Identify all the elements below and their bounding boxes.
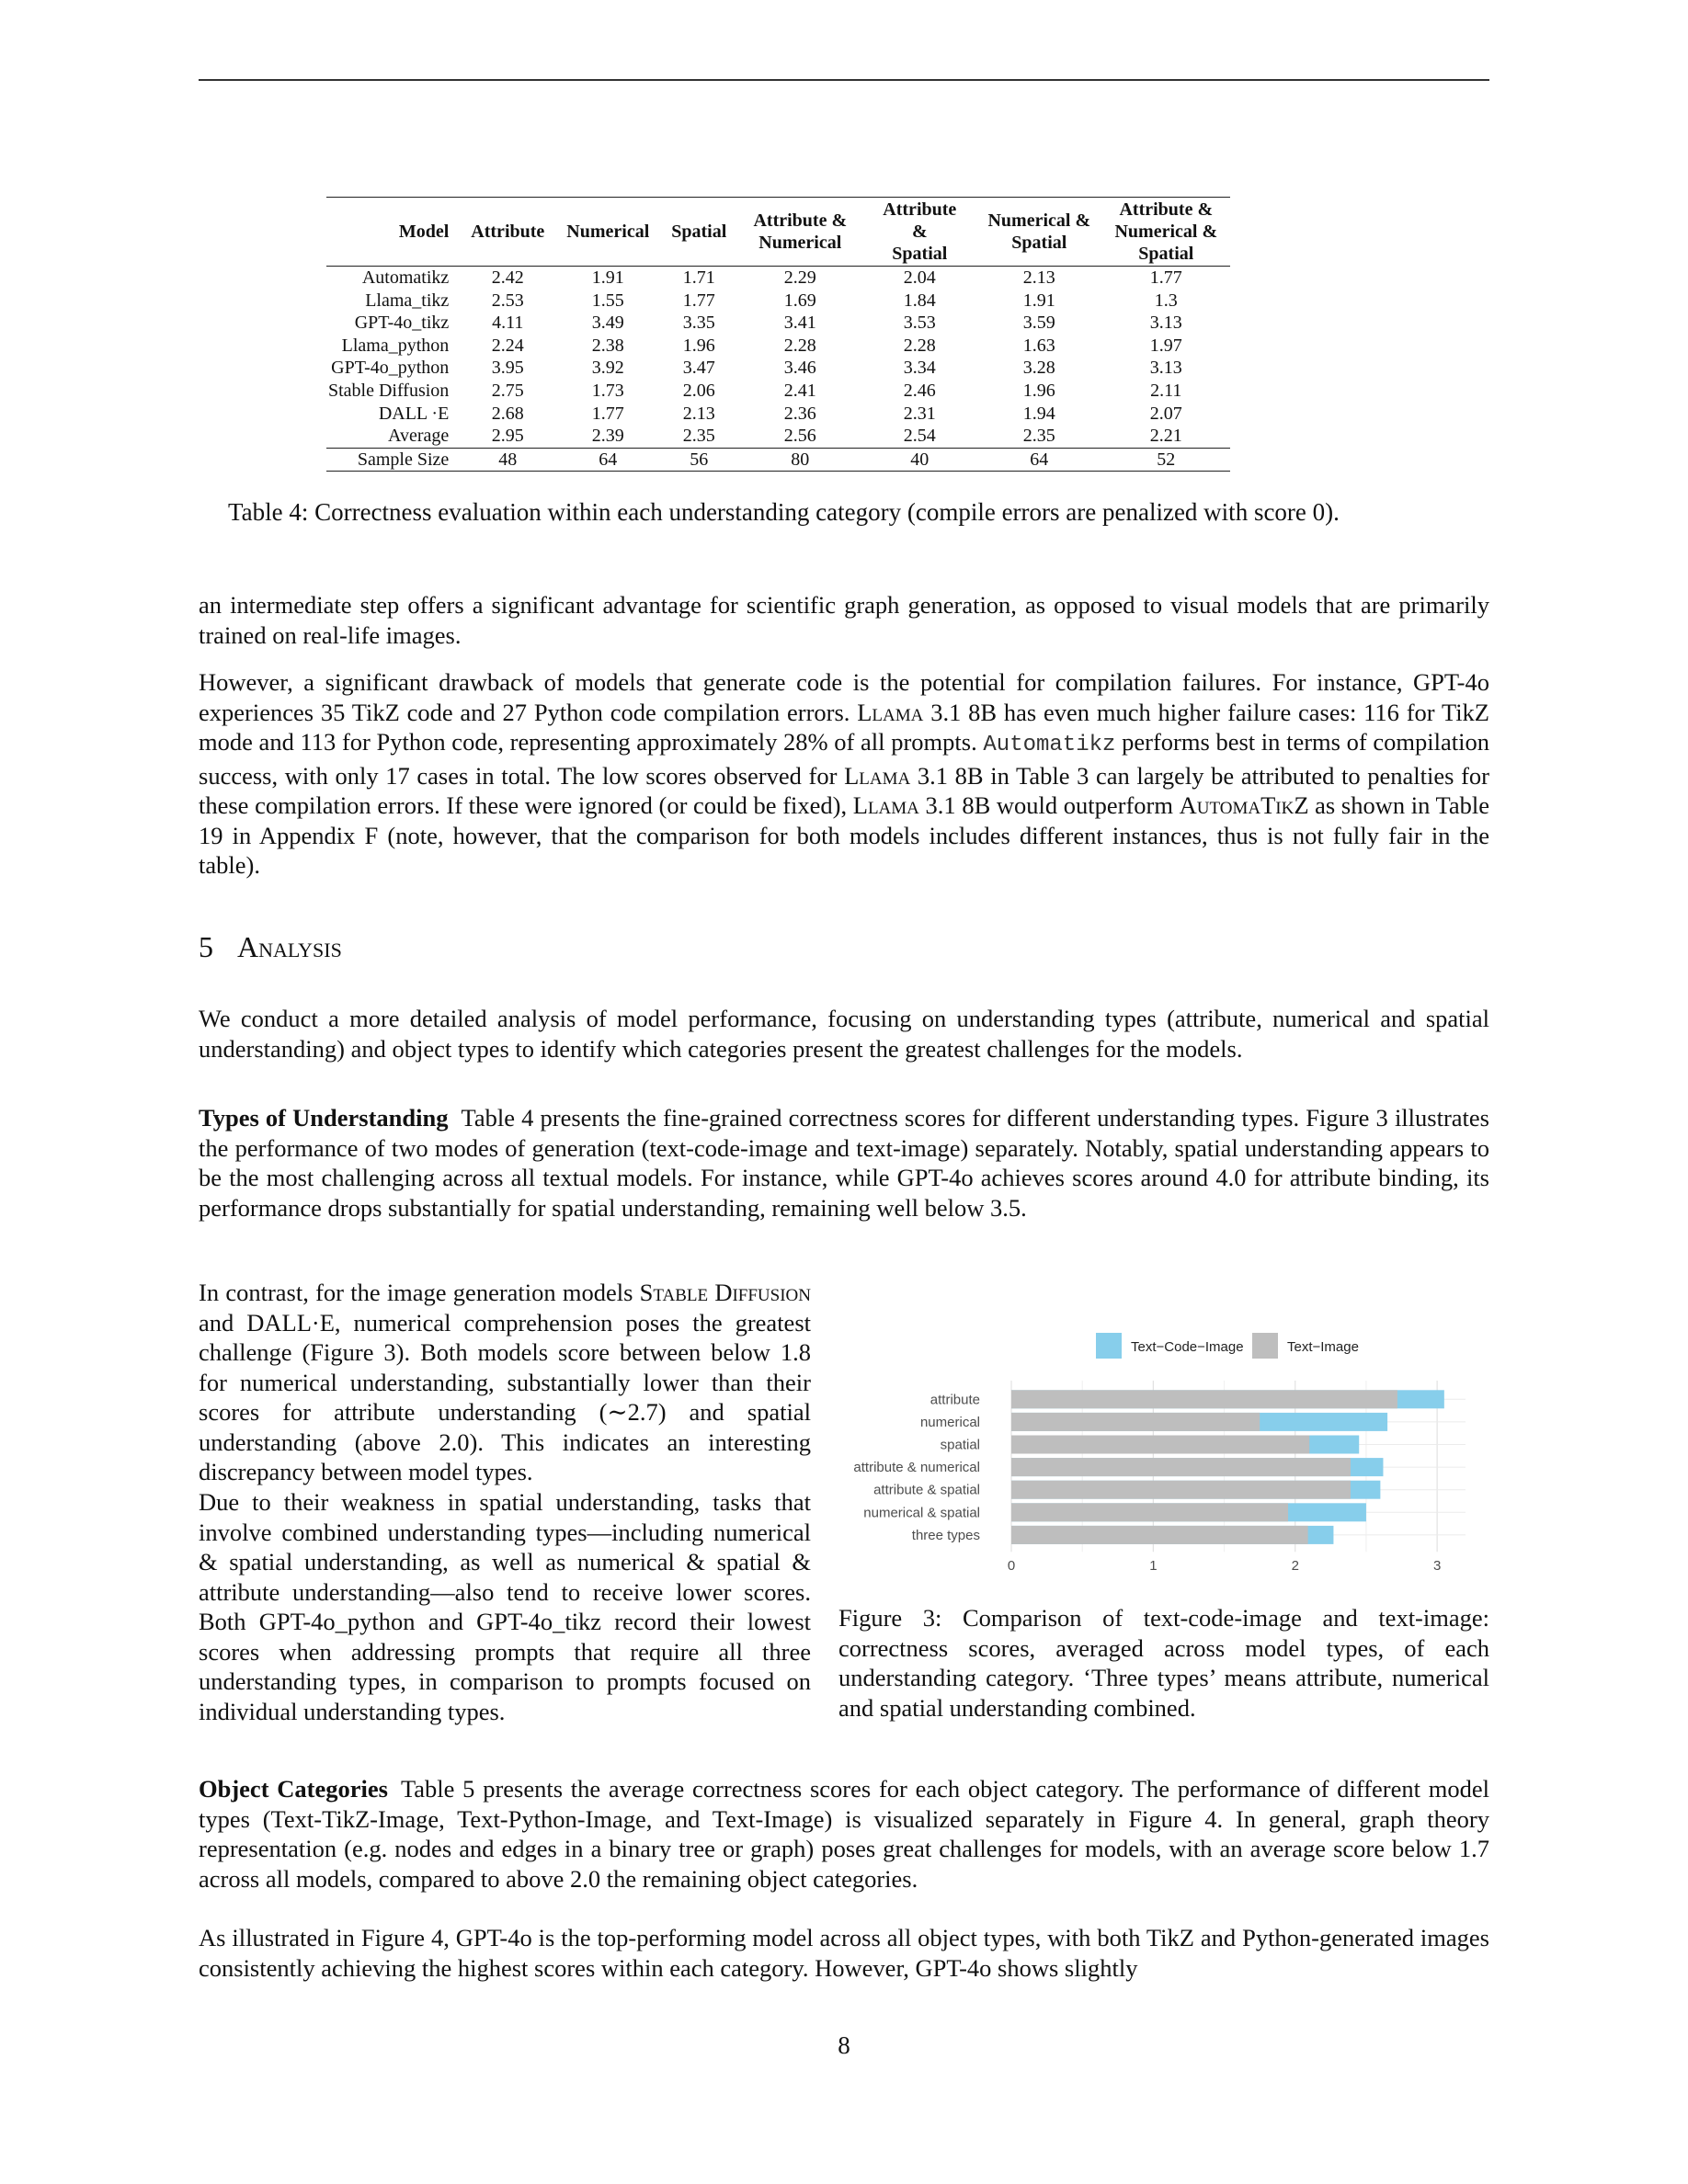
score-cell: 2.21 <box>1149 426 1182 447</box>
header-line: Numerical & <box>1114 222 1218 242</box>
score-cell: 3.46 <box>783 358 816 379</box>
paragraph-image-models <box>199 1278 811 1487</box>
model-name-llama: Llama <box>852 791 919 819</box>
score-cell: 3.92 <box>591 358 624 379</box>
score-cell: 1.63 <box>1022 335 1055 356</box>
score-cell: 1.77 <box>1149 267 1182 288</box>
score-cell: 1.94 <box>1022 403 1055 424</box>
legend-swatch <box>1252 1333 1278 1359</box>
category-label: spatial <box>940 1437 980 1453</box>
header-line: Spatial <box>1138 244 1194 264</box>
score-cell: 3.47 <box>682 358 715 379</box>
col-header <box>862 198 976 267</box>
paragraph-analysis-intro: We conduct a more detailed analysis of model performance, focusing on understanding types (attribute, numerical and spatial understanding) and object types to identify which categories present the greatest challenges for the models. <box>199 1005 1489 1063</box>
score-cell: 2.42 <box>491 267 524 288</box>
score-cell: 64 <box>1030 449 1049 470</box>
model-name-cell: Stable Diffusion <box>328 380 450 401</box>
model-name-llama: Llama <box>844 761 911 790</box>
score-cell: 1.84 <box>903 290 936 311</box>
score-cell: 2.07 <box>1149 403 1182 424</box>
paragraph-object-categories <box>199 1774 1489 1894</box>
table-row <box>326 403 1230 426</box>
text-span: as shown in Table 19 in Appendix F (note, however, that the comparison for both models includes different instances, thus is not fully fair in the table). <box>199 791 1489 879</box>
score-cell: 2.39 <box>591 426 624 447</box>
category-label: numerical <box>919 1414 980 1430</box>
score-cell: 1.77 <box>682 290 715 311</box>
score-cell: 3.53 <box>903 313 936 334</box>
bar-text-image <box>1011 1458 1351 1476</box>
header-line: Attribute & <box>883 199 957 242</box>
score-cell: 3.35 <box>682 313 715 334</box>
section-number: 5 <box>199 930 213 963</box>
text-span: Table 5 presents the average correctness scores for each object category. The performance of different model types (Text-TikZ-Image, Text-Python-Image, and Text-Image) is visualized separately in Figure 4. In general, graph theory representation (e.g. nodes and edges in a binary tree or graph) poses great challenges for models, with an average score below 1.7 across all models, compared to above 2.0 the remaining object categories. <box>199 1775 1489 1893</box>
score-cell: 2.28 <box>903 335 936 356</box>
figure-3-caption: Figure 3: Comparison of text-code-image and text-image: correctness scores, averaged across model types, of each understanding category. ‘Three types’ means attribute, numerical and spatial understanding combined. <box>838 1604 1489 1722</box>
text-span: In contrast, for the image generation models <box>199 1279 640 1306</box>
score-cell: 2.31 <box>903 403 936 424</box>
score-cell: 1.3 <box>1154 290 1178 311</box>
bar-text-image <box>1011 1526 1308 1544</box>
col-header: Model <box>398 222 450 242</box>
paragraph-combined-types: Due to their weakness in spatial understanding, tasks that involve combined understanding types—including numerical & spatial understanding, as well as numerical & spatial & attribute understanding—also tend to receive lower scores. Both GPT-4o_python and GPT-4o_tikz record their lowest scores when addressing prompts that require all three understanding types, in comparison to prompts focused on individual understanding types. <box>199 1488 811 1725</box>
score-cell: 2.38 <box>591 335 624 356</box>
header-line: Numerical <box>758 233 842 253</box>
text-span: 3.1 8B in Table 3 can largely be attributed to penalties for these compilation errors. If these were ignored (or could be fixed), <box>199 761 1489 819</box>
table-row <box>326 312 1230 335</box>
col-header <box>976 198 1101 267</box>
score-cell: 3.41 <box>783 313 816 334</box>
text-span: However, a significant drawback of models that generate code is the potential for compilation failures. For instance, GPT-4o experiences 35 TikZ code and 27 Python code compilation errors. <box>199 668 1489 726</box>
score-cell: 1.91 <box>1022 290 1055 311</box>
model-name-cell: Llama_tikz <box>365 290 450 311</box>
score-cell: 2.68 <box>491 403 524 424</box>
score-cell: 2.75 <box>491 380 524 401</box>
text-span: performs best in terms of compilation success, with only 17 cases in total. The low scores observed for <box>199 728 1490 790</box>
table-row <box>326 267 1230 290</box>
score-cell: 1.73 <box>591 380 624 401</box>
paragraph-heading: Types of Understanding <box>199 1104 449 1132</box>
score-cell: 2.11 <box>1150 380 1182 401</box>
table-4 <box>326 197 1230 472</box>
paragraph-compilation <box>199 667 1489 881</box>
score-cell: 2.35 <box>1022 426 1055 447</box>
score-cell: 2.41 <box>783 380 816 401</box>
model-name-llama: Llama <box>857 698 924 726</box>
score-cell: 1.77 <box>591 403 624 424</box>
score-cell: 2.04 <box>903 267 936 288</box>
category-label: attribute <box>930 1392 980 1408</box>
sample-size-row <box>326 448 1230 472</box>
score-cell: 2.29 <box>783 267 816 288</box>
score-cell: 2.35 <box>682 426 715 447</box>
model-name-cell: Sample Size <box>357 449 450 470</box>
legend-label: Text−Code−Image <box>1131 1339 1244 1355</box>
category-label: numerical & spatial <box>863 1505 980 1521</box>
score-cell: 2.28 <box>783 335 816 356</box>
score-cell: 3.28 <box>1022 358 1055 379</box>
score-cell: 2.56 <box>783 426 816 447</box>
header-line: Spatial <box>1011 233 1067 253</box>
col-header: Numerical <box>566 222 650 242</box>
legend-swatch <box>1096 1333 1122 1359</box>
col-header: Spatial <box>671 222 727 242</box>
category-label: three types <box>911 1527 980 1543</box>
score-cell: 2.13 <box>682 403 715 424</box>
x-tick-label: 1 <box>1149 1558 1158 1575</box>
col-header: Attribute <box>471 222 545 242</box>
score-cell: 1.91 <box>591 267 624 288</box>
score-cell: 2.95 <box>491 426 524 447</box>
paragraph-heading: Object Categories <box>199 1775 388 1803</box>
score-cell: 2.53 <box>491 290 524 311</box>
score-cell: 64 <box>599 449 618 470</box>
score-cell: 48 <box>498 449 518 470</box>
bar-text-image <box>1011 1436 1309 1454</box>
paragraph-intro: an intermediate step offers a significant advantage for scientific graph generation, as opposed to visual models that are primarily trained on real-life images. <box>199 591 1489 649</box>
x-tick-label: 3 <box>1432 1558 1442 1575</box>
page-number: 8 <box>838 2031 850 2059</box>
score-cell: 1.55 <box>591 290 624 311</box>
score-cell: 2.36 <box>783 403 816 424</box>
model-name-cell: Llama_python <box>341 335 450 356</box>
score-cell: 3.59 <box>1022 313 1055 334</box>
model-name-cell: DALL ·E <box>378 403 450 424</box>
model-name-cell: Automatikz <box>361 267 450 288</box>
table-row <box>326 335 1230 358</box>
header-line: Attribute & <box>1119 199 1214 220</box>
code-automatikz: Automatikz <box>983 733 1116 757</box>
col-header <box>1101 198 1230 267</box>
bar-text-image <box>1011 1503 1288 1521</box>
score-cell: 3.95 <box>491 358 524 379</box>
category-label: attribute & spatial <box>873 1482 980 1498</box>
bar-text-image <box>1011 1390 1397 1408</box>
header-rule <box>199 79 1489 81</box>
score-cell: 4.11 <box>492 313 524 334</box>
x-tick-label: 2 <box>1291 1558 1299 1575</box>
table-header-row <box>326 198 1230 267</box>
score-cell: 2.46 <box>903 380 936 401</box>
legend-label: Text−Image <box>1287 1339 1359 1355</box>
model-name-cell: Average <box>388 426 450 447</box>
section-heading <box>199 930 342 964</box>
score-cell: 3.13 <box>1149 358 1182 379</box>
x-tick-label: 0 <box>1007 1558 1016 1575</box>
table-row <box>326 357 1230 380</box>
table-row <box>326 425 1230 448</box>
figure-3-chart <box>827 1318 1489 1585</box>
score-cell: 3.34 <box>903 358 936 379</box>
score-cell: 1.71 <box>682 267 715 288</box>
bar-text-image <box>1011 1481 1351 1499</box>
section-title: Analysis <box>237 930 342 963</box>
text-span: Table 4 presents the fine-grained correctness scores for different understanding types. Figure 3 illustrates the performance of two modes of generation (text-code-image and text-image) separately. Notably, spatial understanding appears to be the most challenging across all textual models. For instance, while GPT-4o achieves scores around 4.0 for attribute binding, its performance drops substantially for spatial understanding, remaining well below 3.5. <box>199 1104 1489 1222</box>
score-cell: 52 <box>1157 449 1176 470</box>
header-line: Spatial <box>892 244 948 264</box>
score-cell: 1.97 <box>1149 335 1182 356</box>
table-row <box>326 380 1230 403</box>
table-body <box>326 267 1230 472</box>
score-cell: 1.69 <box>783 290 816 311</box>
header-line: Attribute & <box>753 210 848 231</box>
model-name-cell: GPT-4o_python <box>331 358 450 379</box>
score-cell: 2.54 <box>903 426 936 447</box>
category-label: attribute & numerical <box>853 1460 980 1476</box>
header-line: Numerical & <box>987 210 1091 231</box>
score-cell: 80 <box>791 449 810 470</box>
text-span: 3.1 8B would outperform <box>918 791 1180 819</box>
paragraph-types-of-understanding <box>199 1103 1489 1223</box>
score-cell: 40 <box>910 449 930 470</box>
score-cell: 3.13 <box>1149 313 1182 334</box>
score-cell: 2.24 <box>491 335 524 356</box>
col-header <box>737 198 862 267</box>
table-4-caption: Table 4: Correctness evaluation within each understanding category (compile errors are penalized with score 0). <box>228 498 1340 526</box>
model-name-automatikz: AutomaTikZ <box>1179 791 1309 819</box>
score-cell: 2.06 <box>682 380 715 401</box>
model-name-stable-diffusion: Stable Diffusion <box>639 1279 811 1306</box>
score-cell: 3.49 <box>591 313 624 334</box>
text-span: and DALL·E, numerical comprehension poses the greatest challenge (Figure 3). Both models score between below 1.8 for numerical understanding, substantially lower than their scores for attribute understanding (∼2.7) and spatial understanding (above 2.0). This indicates an interesting discrepancy between model types. <box>199 1308 811 1485</box>
model-name-cell: GPT-4o_tikz <box>354 313 450 334</box>
bar-text-image <box>1011 1413 1260 1431</box>
paragraph-figure-4: As illustrated in Figure 4, GPT-4o is the top-performing model across all object types, with both TikZ and Python-generated images consistently achieving the highest scores within each category. However, GPT-4o shows slightly <box>199 1924 1489 1982</box>
score-cell: 1.96 <box>682 335 715 356</box>
score-cell: 2.13 <box>1022 267 1055 288</box>
table-row <box>326 290 1230 313</box>
score-cell: 56 <box>690 449 709 470</box>
score-cell: 1.96 <box>1022 380 1055 401</box>
text-span: 3.1 8B has even much higher failure cases: 116 for TikZ mode and 113 for Python code, representing approximately 28% of all prompts. <box>199 698 1489 756</box>
